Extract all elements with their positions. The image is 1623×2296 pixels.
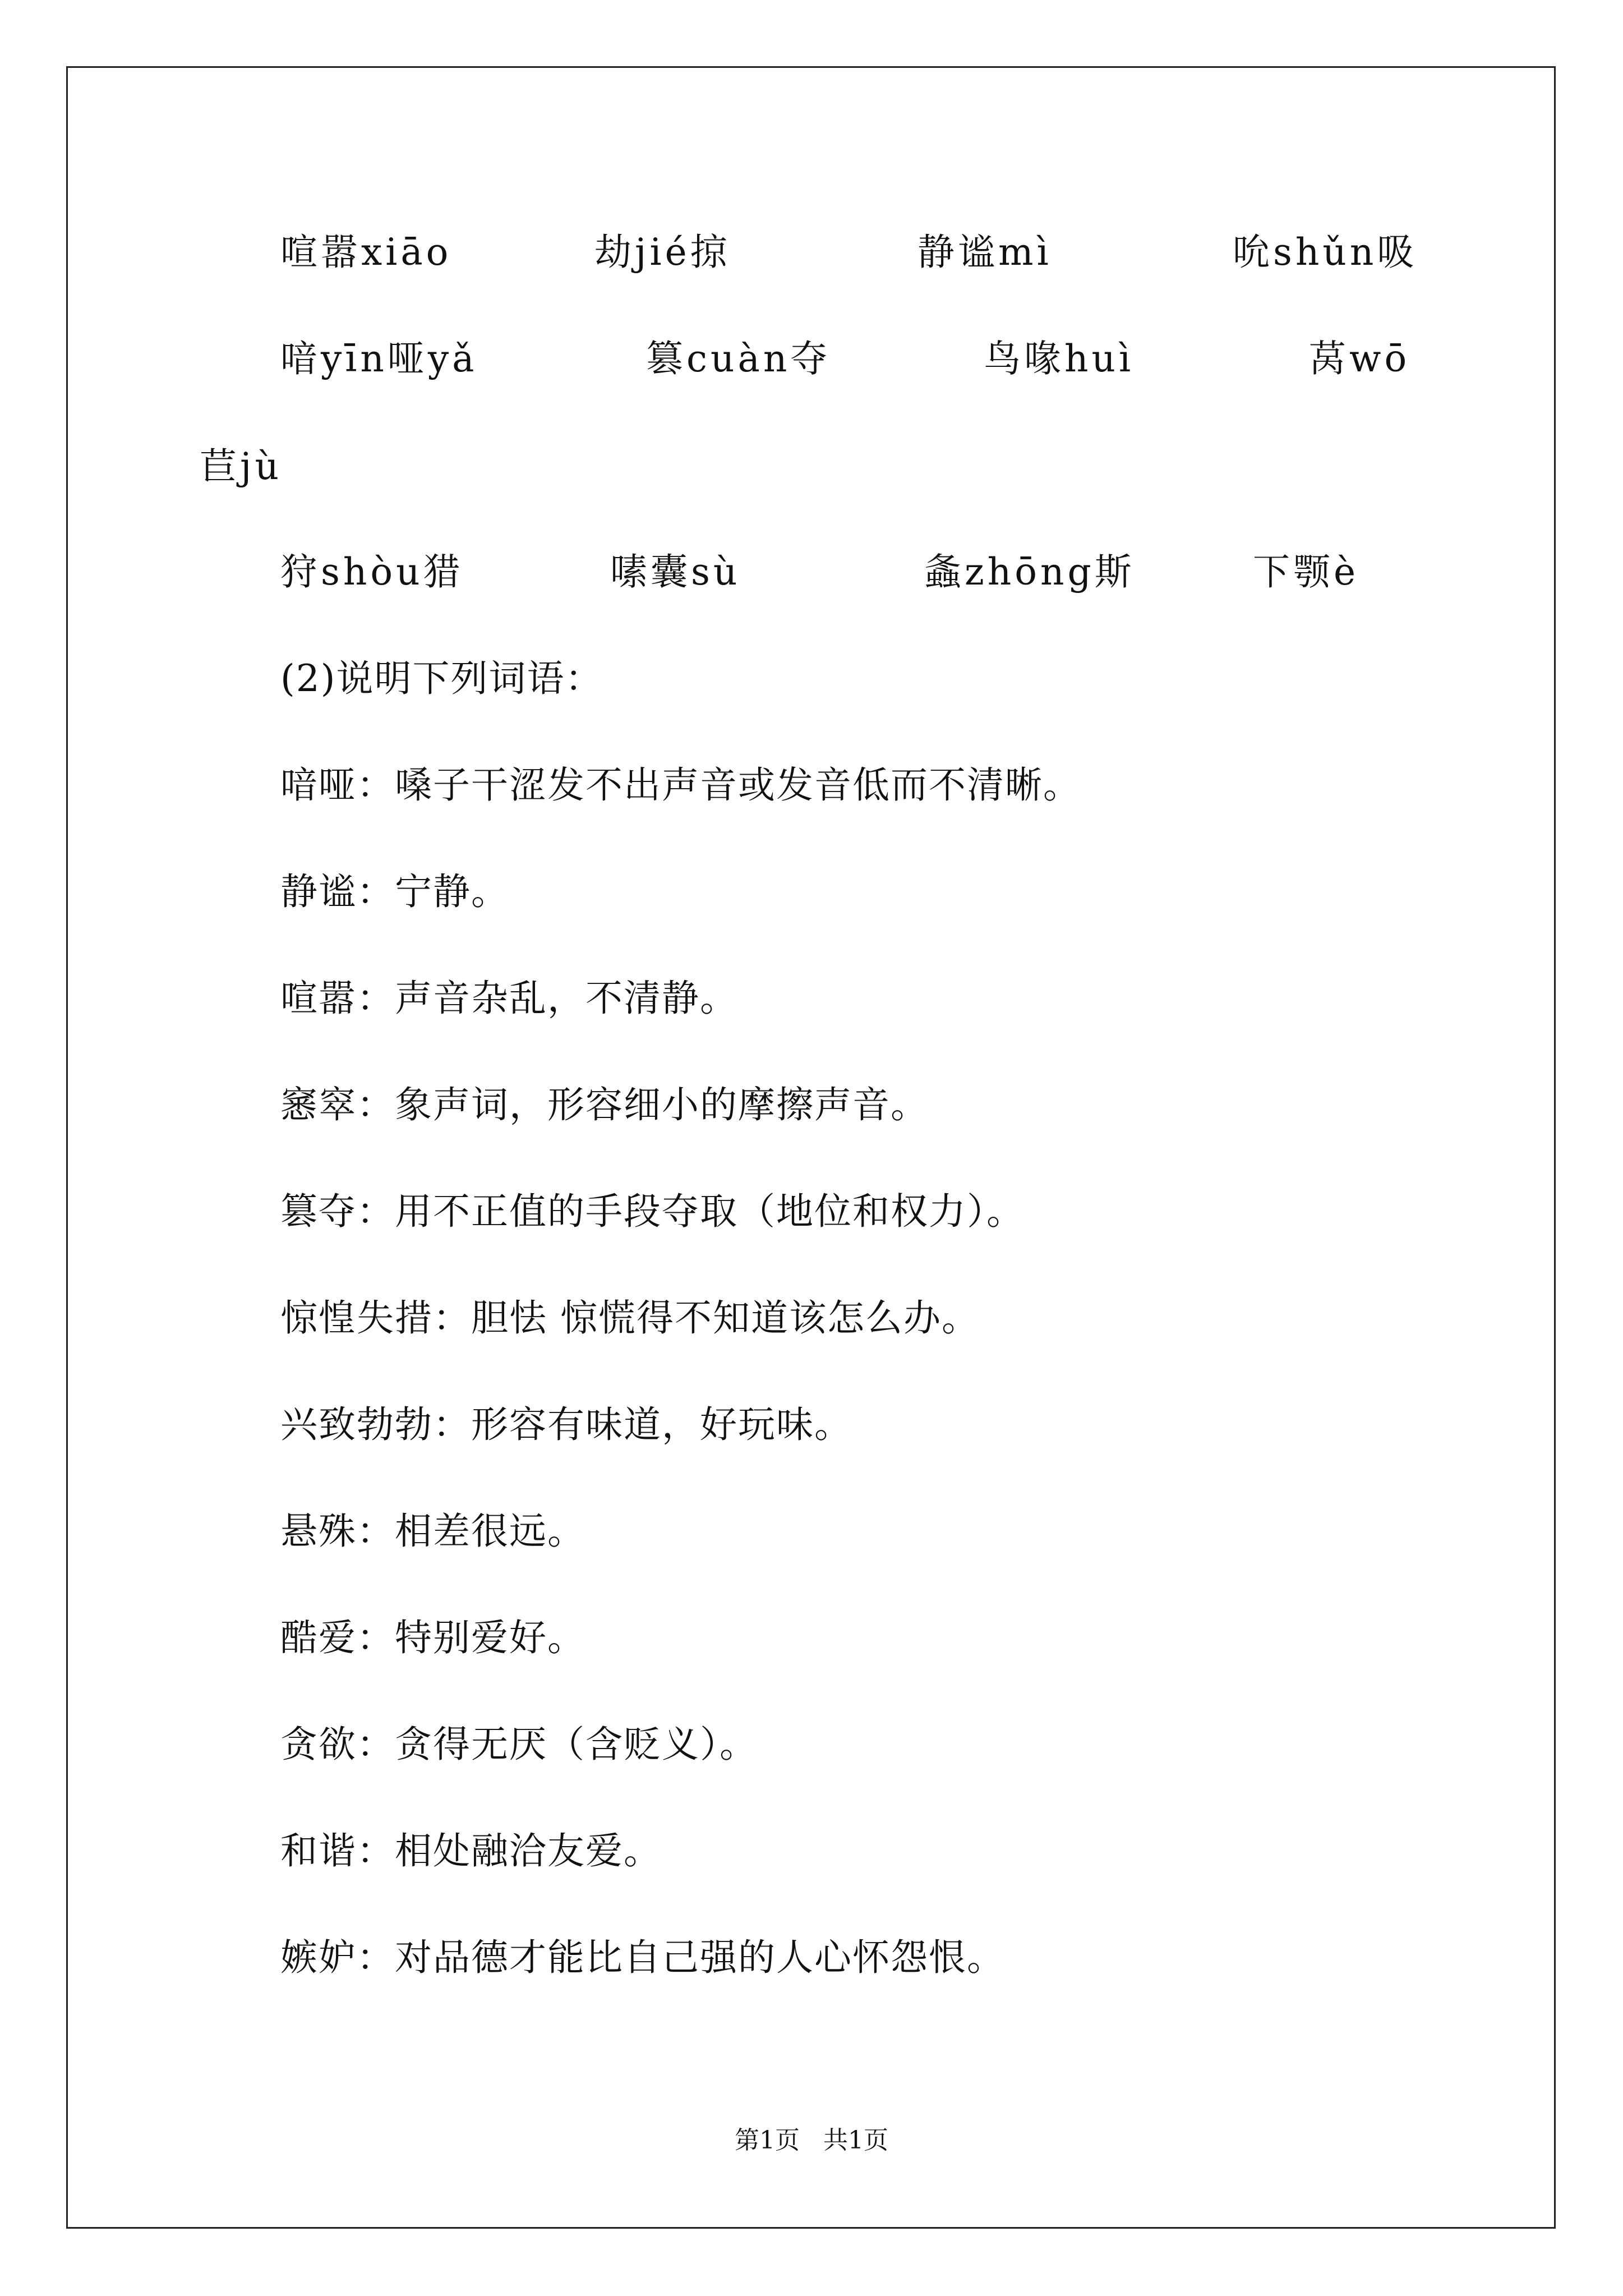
definition-line: 惊惶失措：胆怯 惊慌得不知道该怎么办。 bbox=[280, 1296, 980, 1340]
pinyin-entry: 下颚è bbox=[1253, 550, 1359, 593]
definition-line: 静谧：宁静。 bbox=[280, 870, 509, 913]
pinyin-entry: 螽zhōng斯 bbox=[924, 550, 1135, 593]
definition-line: 和谐：相处融洽友爱。 bbox=[280, 1829, 662, 1872]
definition-line: 嫉妒：对品德才能比自己强的人心怀怨恨。 bbox=[280, 1936, 1005, 1979]
pinyin-entry: 鸟喙huì bbox=[984, 337, 1135, 380]
pinyin-entry: 篡cuàn夺 bbox=[646, 337, 831, 380]
pinyin-row-1 bbox=[0, 230, 1623, 275]
pinyin-entry: 喑yīn哑yǎ bbox=[280, 337, 478, 380]
pinyin-entry: 喧嚣xiāo bbox=[280, 231, 452, 274]
definition-line: 悬殊：相差很远。 bbox=[280, 1510, 585, 1553]
section-heading: (2)说明下列词语： bbox=[280, 657, 603, 700]
definition-line: 兴致勃勃：形容有味道，好玩味。 bbox=[280, 1403, 852, 1446]
definition-line: 篡夺：用不正值的手段夺取（地位和权力）。 bbox=[280, 1190, 1025, 1233]
definition-line: 贪欲：贪得无厌（含贬义）。 bbox=[280, 1723, 758, 1766]
page-border bbox=[66, 66, 1556, 2229]
pinyin-entry: 静谧mì bbox=[917, 231, 1052, 274]
pinyin-entry: 莴wō bbox=[1309, 337, 1410, 380]
pinyin-entry: 吮shǔn吸 bbox=[1233, 231, 1418, 274]
definition-line: 喧嚣：声音杂乱，不清静。 bbox=[280, 977, 738, 1020]
definition-line: 窸窣：象声词，形容细小的摩擦声音。 bbox=[280, 1083, 929, 1126]
pinyin-row-2 bbox=[0, 337, 1623, 381]
definition-line: 酷爱：特别爱好。 bbox=[280, 1616, 585, 1659]
pinyin-row-4 bbox=[0, 550, 1623, 595]
page-number-footer: 第1页 共1页 bbox=[735, 2126, 888, 2155]
pinyin-entry: 狩shòu猎 bbox=[280, 550, 464, 593]
pinyin-row-3 bbox=[0, 444, 1623, 489]
pinyin-entry: 苣jù bbox=[200, 445, 282, 488]
pinyin-entry: 劫jié掠 bbox=[594, 231, 731, 274]
definition-line: 喑哑：嗓子干涩发不出声音或发音低而不清晰。 bbox=[280, 763, 1081, 807]
pinyin-entry: 嗉囊sù bbox=[610, 550, 741, 593]
